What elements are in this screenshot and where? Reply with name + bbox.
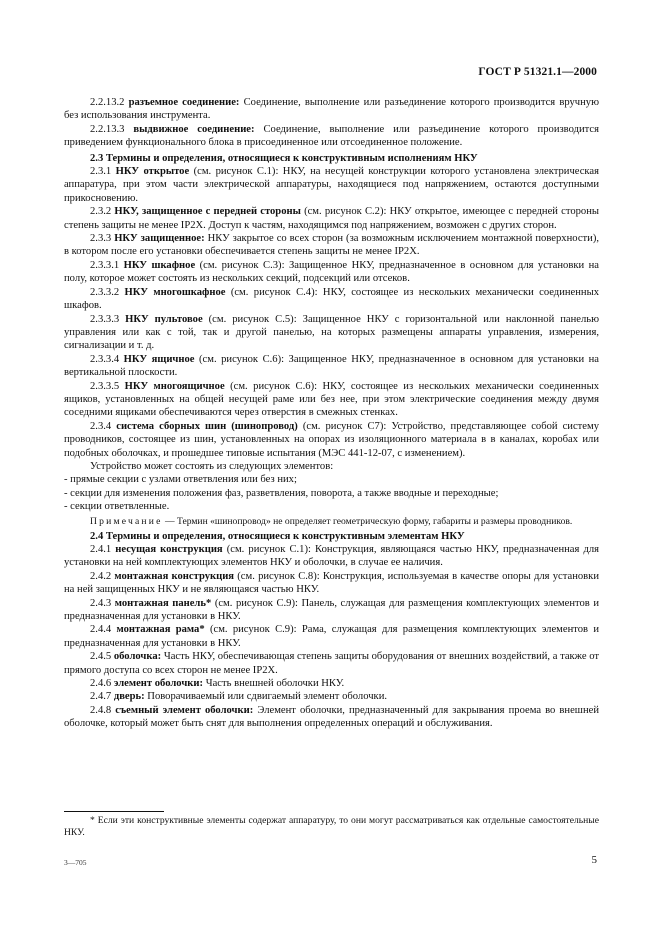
term-definition [64, 286, 599, 313]
clause-number: 2.4.8 [90, 704, 112, 716]
term-name: съемный элемент оболочки: [115, 704, 254, 716]
clause-number: 2.4.7 [90, 691, 112, 703]
clause-number: 2.3.3 [90, 233, 112, 245]
term-definition [64, 597, 599, 624]
definition-text: (см. рисунок С.1): Конструкция, являющаяся частью НКУ, предназначенная для установки на ней комплектующих элементов НКУ и оболочки, в случае ее наличия. [64, 544, 599, 569]
clause-number: 2.2.13.2 [90, 97, 125, 108]
definition-text: НКУ закрытое со всех сторон (за возможным исключением монтажной поверхности), в котором после его установки обеспечивается степень защиты не менее IP2X. [64, 233, 599, 258]
document-body [64, 96, 599, 731]
term-name: НКУ ящичное [123, 353, 195, 365]
term-name: НКУ защищенное: [114, 233, 205, 245]
term-definition [64, 123, 599, 150]
definition-text: Соединение, выполнение или разъединение которого производится вручную без использования инструмента. [64, 97, 599, 122]
section-heading [64, 152, 599, 165]
term-name: НКУ многоящичное [124, 380, 225, 392]
term-name: дверь: [113, 691, 145, 703]
doc-code-header: ГОСТ Р 51321.1—2000 [478, 66, 597, 78]
list-item-text: - секции ответвленные. [64, 501, 170, 513]
term-definition [64, 232, 599, 259]
definition-text: (см. рисунок С.6): НКУ, состоящее из нескольких механически соединенных ящиков, установленных на общей несущей раме или без нее, при этом электрические соединения между двумя соседними ящиками обеспечиваются через отверстия в смежных стенках. [64, 380, 600, 419]
term-definition [64, 704, 599, 731]
clause-number: 2.4.3 [90, 597, 112, 609]
definition-text: Часть НКУ, обеспечивающая степень защиты оборудования от внешних воздействий, а также от прямого доступа со всех сторон не менее IP2X. [64, 651, 599, 676]
term-name: элемент оболочки: [113, 678, 204, 690]
publication-code: 3—705 [64, 858, 87, 867]
clause-number: 2.3.2 [90, 206, 112, 218]
term-definition [64, 96, 599, 123]
note-text: — Термин «шинопровод» не определяет геометрическую форму, габариты и размеры проводников. [162, 515, 573, 527]
clause-number: 2.4.4 [90, 624, 112, 636]
term-name: разъемное соединение: [128, 97, 240, 108]
list-item-text: - прямые секции с узлами ответвления или без них; [64, 474, 297, 486]
term-name: несущая конструкция [115, 544, 223, 555]
clause-number: 2.3.3.3 [90, 313, 120, 325]
definition-text: Часть внешней оболочки НКУ. [203, 678, 345, 690]
term-definition [64, 259, 599, 286]
term-name: система сборных шин (шинопровод) [116, 420, 298, 432]
definition-text: (см. рисунок С.4): НКУ, состоящее из нескольких механически соединенных шкафов. [64, 286, 599, 312]
clause-number: 2.3.3.5 [90, 380, 120, 392]
definition-text: Поворачиваемый или сдвигаемый элемент оболочки. [144, 691, 388, 703]
term-name: монтажная рама* [116, 624, 205, 636]
clause-number: 2.3.3.1 [90, 259, 120, 271]
term-name: НКУ многошкафное [124, 286, 226, 298]
section-heading-text: 2.3 Термины и определения, относящиеся к конструктивным исполнениям НКУ [90, 152, 478, 164]
term-definition [64, 570, 599, 597]
term-definition [64, 690, 599, 703]
clause-number: 2.3.1 [90, 166, 112, 178]
term-definition [64, 313, 599, 353]
definition-text: Элемент оболочки, предназначенный для закрывания проема во внешней оболочке, который может быть снят для выполнения определенных операций и обслуживания. [64, 704, 599, 730]
footnote [64, 815, 599, 839]
definition-text: (см. рисунок С.9): Рама, служащая для размещения комплектующих элементов и предназначенная для установки в НКУ. [64, 624, 600, 649]
definition-text: (см. рисунок С.2): НКУ открытое, имеющее с передней стороны степень защиты не менее IP2X. Доступ к частям, находящимся под напряжением, возможен с других сторон. [64, 206, 599, 231]
clause-number: 2.4.1 [90, 544, 112, 555]
term-definition [64, 205, 599, 232]
clause-number: 2.4.2 [90, 570, 112, 582]
definition-text: (см. рисунок С.8): Конструкция, используемая в качестве опоры для установки на ней защищенных НКУ и не являющаяся частью НКУ. [64, 570, 599, 596]
term-definition [64, 677, 599, 690]
term-definition [64, 165, 599, 205]
footnote-text: * Если эти конструктивные элементы содержат аппаратуру, то они могут рассматриваться как отдельные самостоятельные НКУ. [64, 815, 599, 838]
definition-text: (см. рисунок С7): Устройство, представляющее собой систему проводников, состоящее из шин, установленных на опорах из изоляционного материала в в каналах, коробах или подобных оболочках, и прошедшее типовые испытания (МЭС 441-12-07, с изменением). [64, 420, 600, 459]
section-heading-text: 2.4 Термины и определения, относящиеся к конструктивным элементам НКУ [90, 530, 465, 542]
definition-text: (см. рисунок С.6): Защищенное НКУ, предназначенное в основном для установки на вертикальной плоскости. [64, 353, 599, 379]
term-name: монтажная конструкция [114, 570, 235, 582]
note-label: Примечание [90, 515, 163, 527]
term-definition [64, 650, 599, 677]
list-item-text: - секции для изменения положения фаз, разветвления, поворота, а также вводные и переходные; [64, 487, 499, 499]
note [64, 516, 599, 528]
clause-number: 2.2.13.3 [90, 123, 125, 135]
term-definition [64, 420, 599, 460]
definition-text: (см. рисунок С.1): НКУ, на несущей конструкции которого установлена электрическая аппаратура, при этом части электрической аппаратуры, находящиеся под напряжением, остаются доступными прикосновению. [64, 166, 599, 204]
page-number: 5 [591, 854, 597, 866]
definition-text: Соединение, выполнение или разъединение которого производится приведением функционального блока в присоединенное или отсоединенное положение. [64, 123, 599, 149]
term-name: монтажная панель* [114, 597, 212, 609]
clause-number: 2.4.6 [90, 678, 112, 690]
definition-text: (см. рисунок С.3): Защищенное НКУ, предназначенное в основном для установки на полу, которое может состоять из нескольких секций, подсекций или отсеков. [64, 259, 599, 285]
term-name: выдвижное соединение: [133, 123, 255, 135]
term-name: НКУ шкафное [123, 259, 196, 271]
clause-number: 2.4.5 [90, 651, 112, 663]
clause-number: 2.3.3.4 [90, 353, 120, 365]
term-name: НКУ, защищенное с передней стороны [114, 206, 301, 218]
term-name: оболочка: [113, 651, 162, 663]
term-name: НКУ пультовое [125, 313, 203, 325]
term-definition [64, 623, 599, 650]
list-item [64, 487, 599, 500]
term-definition [64, 543, 599, 570]
list-item [64, 500, 599, 513]
paragraph [64, 460, 599, 473]
clause-number: 2.3.3.2 [90, 286, 120, 298]
definition-text: (см. рисунок С.5): Защищенное НКУ с горизонтальной или наклонной панелью управления или как с той, так и другой панелью, на которых размещены аппараты управления, измерения, сигнализации и т. д. [64, 313, 600, 352]
term-definition [64, 380, 599, 420]
section-heading [64, 530, 599, 543]
clause-number: 2.3.4 [90, 420, 112, 432]
paragraph-text: Устройство может состоять из следующих элементов: [90, 460, 334, 472]
term-definition [64, 353, 599, 380]
footnote-divider [64, 811, 164, 812]
term-name: НКУ открытое [115, 166, 190, 178]
list-item [64, 473, 599, 486]
definition-text: (см. рисунок С.9): Панель, служащая для размещения комплектующих элементов и предназначенная для установки в НКУ. [64, 597, 600, 623]
